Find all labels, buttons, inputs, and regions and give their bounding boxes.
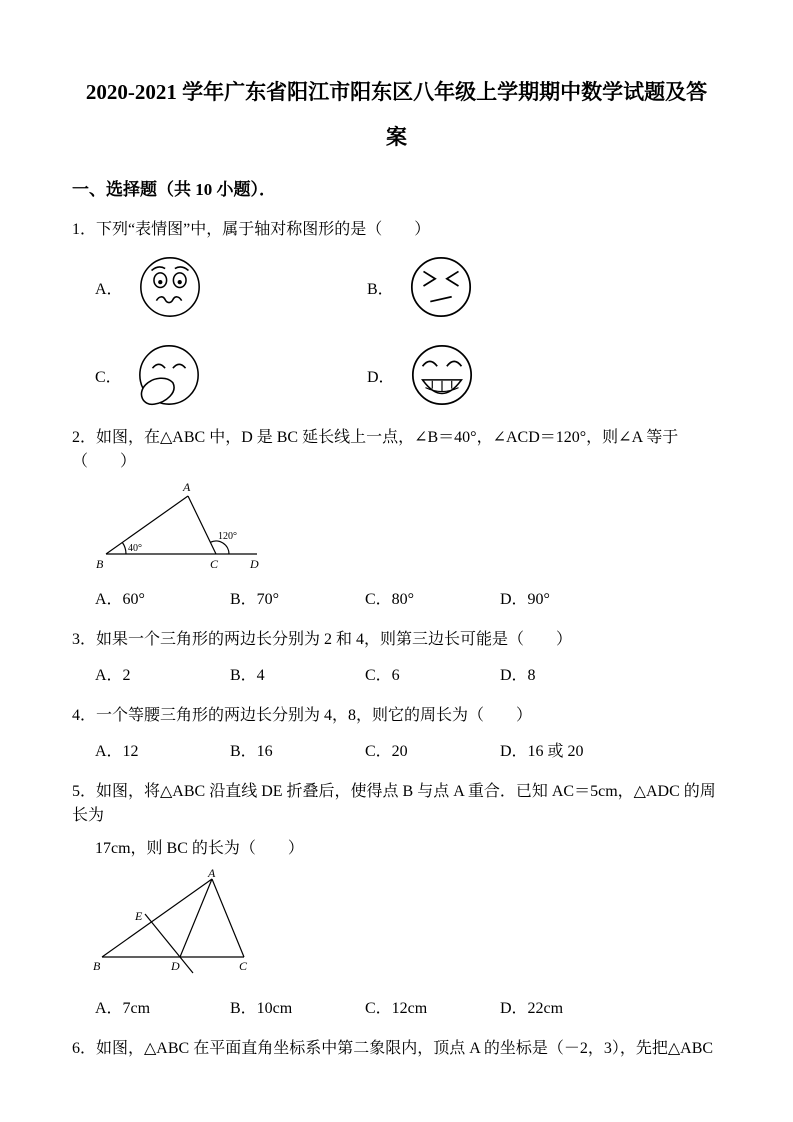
question-3-option-c: C．6 xyxy=(365,667,400,684)
question-5-option-a: A．7cm xyxy=(95,1000,151,1017)
laughing-face-icon xyxy=(407,340,477,410)
question-5-text-line1: 5．如图，将△ABC 沿直线 DE 折叠后，使得点 B 与点 A 重合．已知 AC＝5cm，△ADC 的周长为 xyxy=(72,783,716,824)
question-5-option-b: B．10cm xyxy=(230,1000,293,1017)
question-1-choices xyxy=(95,252,721,410)
choice-a-label: A． xyxy=(95,280,123,298)
question-4-option-b: B．16 xyxy=(230,743,273,760)
question-2-option-c: C．80° xyxy=(365,591,415,608)
question-2-option-b: B．70° xyxy=(230,591,280,608)
confused-face-icon xyxy=(135,252,205,322)
question-3-text: 3．如果一个三角形的两边长分别为 2 和 4，则第三边长可能是（ ） xyxy=(72,631,573,648)
tongue-shape xyxy=(141,378,174,404)
question-3-option-d: D．8 xyxy=(500,667,536,684)
squint-eyes-face-icon xyxy=(406,252,476,322)
question-5-text-line2: 17cm，则 BC 的长为（ ） xyxy=(95,840,304,857)
question-5-figure xyxy=(92,867,267,985)
question-5-option-c: C．12cm xyxy=(365,1000,428,1017)
question-6-text: 6．如图，△ABC 在平面直角坐标系中第二象限内，顶点 A 的坐标是（－2，3），先把△ABC xyxy=(72,1040,714,1057)
choice-d-label: D． xyxy=(367,368,395,386)
question-2-option-a: A．60° xyxy=(95,591,145,608)
choice-b-label: B． xyxy=(367,280,394,298)
question-1-choice-b xyxy=(367,252,721,322)
question-5-options xyxy=(95,997,721,1021)
exam-title-line1: 2020-2021 学年广东省阳江市阳东区八年级上学期期中数学试题及答 xyxy=(85,80,708,104)
vertex-a-label: A xyxy=(208,867,216,880)
vertex-e-label: E xyxy=(135,909,143,923)
question-3-option-a: A．2 xyxy=(95,667,131,684)
question-1-choice-d xyxy=(367,340,721,410)
exam-title xyxy=(72,70,721,160)
question-1-text: 1．下列“表情图”中，属于轴对称图形的是（ ） xyxy=(72,221,431,238)
angle-b-arc xyxy=(122,542,126,554)
question-4-text: 4．一个等腰三角形的两边长分别为 4，8，则它的周长为（ ） xyxy=(72,707,533,724)
question-3-option-b: B．4 xyxy=(230,667,265,684)
choice-c-label: C． xyxy=(95,368,122,386)
face-outline xyxy=(412,346,470,404)
question-4-option-a: A．12 xyxy=(95,743,139,760)
vertex-d-label: D xyxy=(250,557,259,571)
angle-b-value: 40° xyxy=(128,543,142,554)
vertex-c-label: C xyxy=(210,557,219,571)
angle-acd-value: 120° xyxy=(218,531,237,542)
section-heading: 一、选择题（共 10 小题）． xyxy=(72,180,276,199)
vertex-b-label: B xyxy=(93,959,101,973)
question-4-option-c: C．20 xyxy=(365,743,408,760)
question-2-options xyxy=(95,588,721,612)
vertex-a-label: A xyxy=(183,480,191,494)
question-2-figure xyxy=(92,480,277,576)
vertex-c-label: C xyxy=(239,959,248,973)
question-1-choice-a xyxy=(95,252,367,322)
vertex-b-label: B xyxy=(96,557,104,571)
exam-title-line2: 案 xyxy=(386,125,407,149)
whistling-face-icon xyxy=(134,340,204,410)
question-4-options xyxy=(95,740,721,764)
question-2-option-d: D．90° xyxy=(500,591,550,608)
question-5-option-d: D．22cm xyxy=(500,1000,564,1017)
question-2-text: 2．如图，在△ABC 中，D 是 BC 延长线上一点，∠B＝40°，∠ACD＝120°，则∠A 等于（ ） xyxy=(72,429,679,470)
face-outline xyxy=(412,258,470,316)
question-4-option-d: D．16 或 20 xyxy=(500,743,584,760)
face-pupils xyxy=(158,280,182,284)
face-outline xyxy=(140,258,198,316)
question-1-choice-c xyxy=(95,340,367,410)
vertex-d-label: D xyxy=(171,959,180,973)
question-3-options xyxy=(95,664,721,688)
